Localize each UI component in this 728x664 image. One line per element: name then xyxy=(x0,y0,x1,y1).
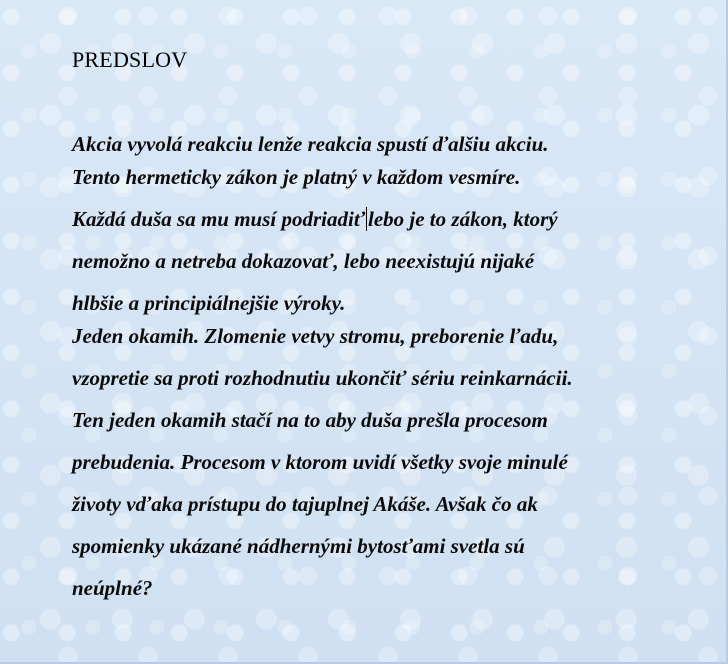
text-line-7: vzopretie sa proti rozhodnutiu ukončiť sériu reinkarnácii. xyxy=(72,366,573,390)
text-line-1: Akcia vyvolá reakciu lenže reakcia spustí ďalšiu akciu. xyxy=(72,132,549,156)
document-heading: PREDSLOV xyxy=(72,47,188,72)
text-line-8: Ten jeden okamih stačí na to aby duša prešla procesom xyxy=(72,408,548,432)
text-line-3 xyxy=(72,203,712,245)
text-cursor xyxy=(366,207,367,231)
text-line-11: spomienky ukázané nádhernými bytosťami svetla sú xyxy=(72,534,525,558)
text-line-10: životy vďaka prístupu do tajuplnej Akáše. Avšak čo ak xyxy=(72,492,538,516)
text-line-2: Tento hermeticky zákon je platný v každom vesmíre. xyxy=(72,165,521,189)
text-segment-after-caret: lebo je to zákon, ktorý xyxy=(368,207,558,231)
text-line-5: hlbšie a principiálnejšie výroky. xyxy=(72,291,346,315)
text-line-12: neúplné? xyxy=(72,576,153,600)
text-line-6: Jeden okamih. Zlomenie vetvy stromu, preborenie ľadu, xyxy=(72,324,559,348)
text-segment-before-caret: Každá duša sa mu musí podriadiť xyxy=(72,207,365,231)
text-line-9: prebudenia. Procesom v ktorom uvidí všetky svoje minulé xyxy=(72,450,568,474)
document-body[interactable] xyxy=(72,128,712,614)
text-line-4: nemožno a netreba dokazovať, lebo neexistujú nijaké xyxy=(72,249,535,273)
